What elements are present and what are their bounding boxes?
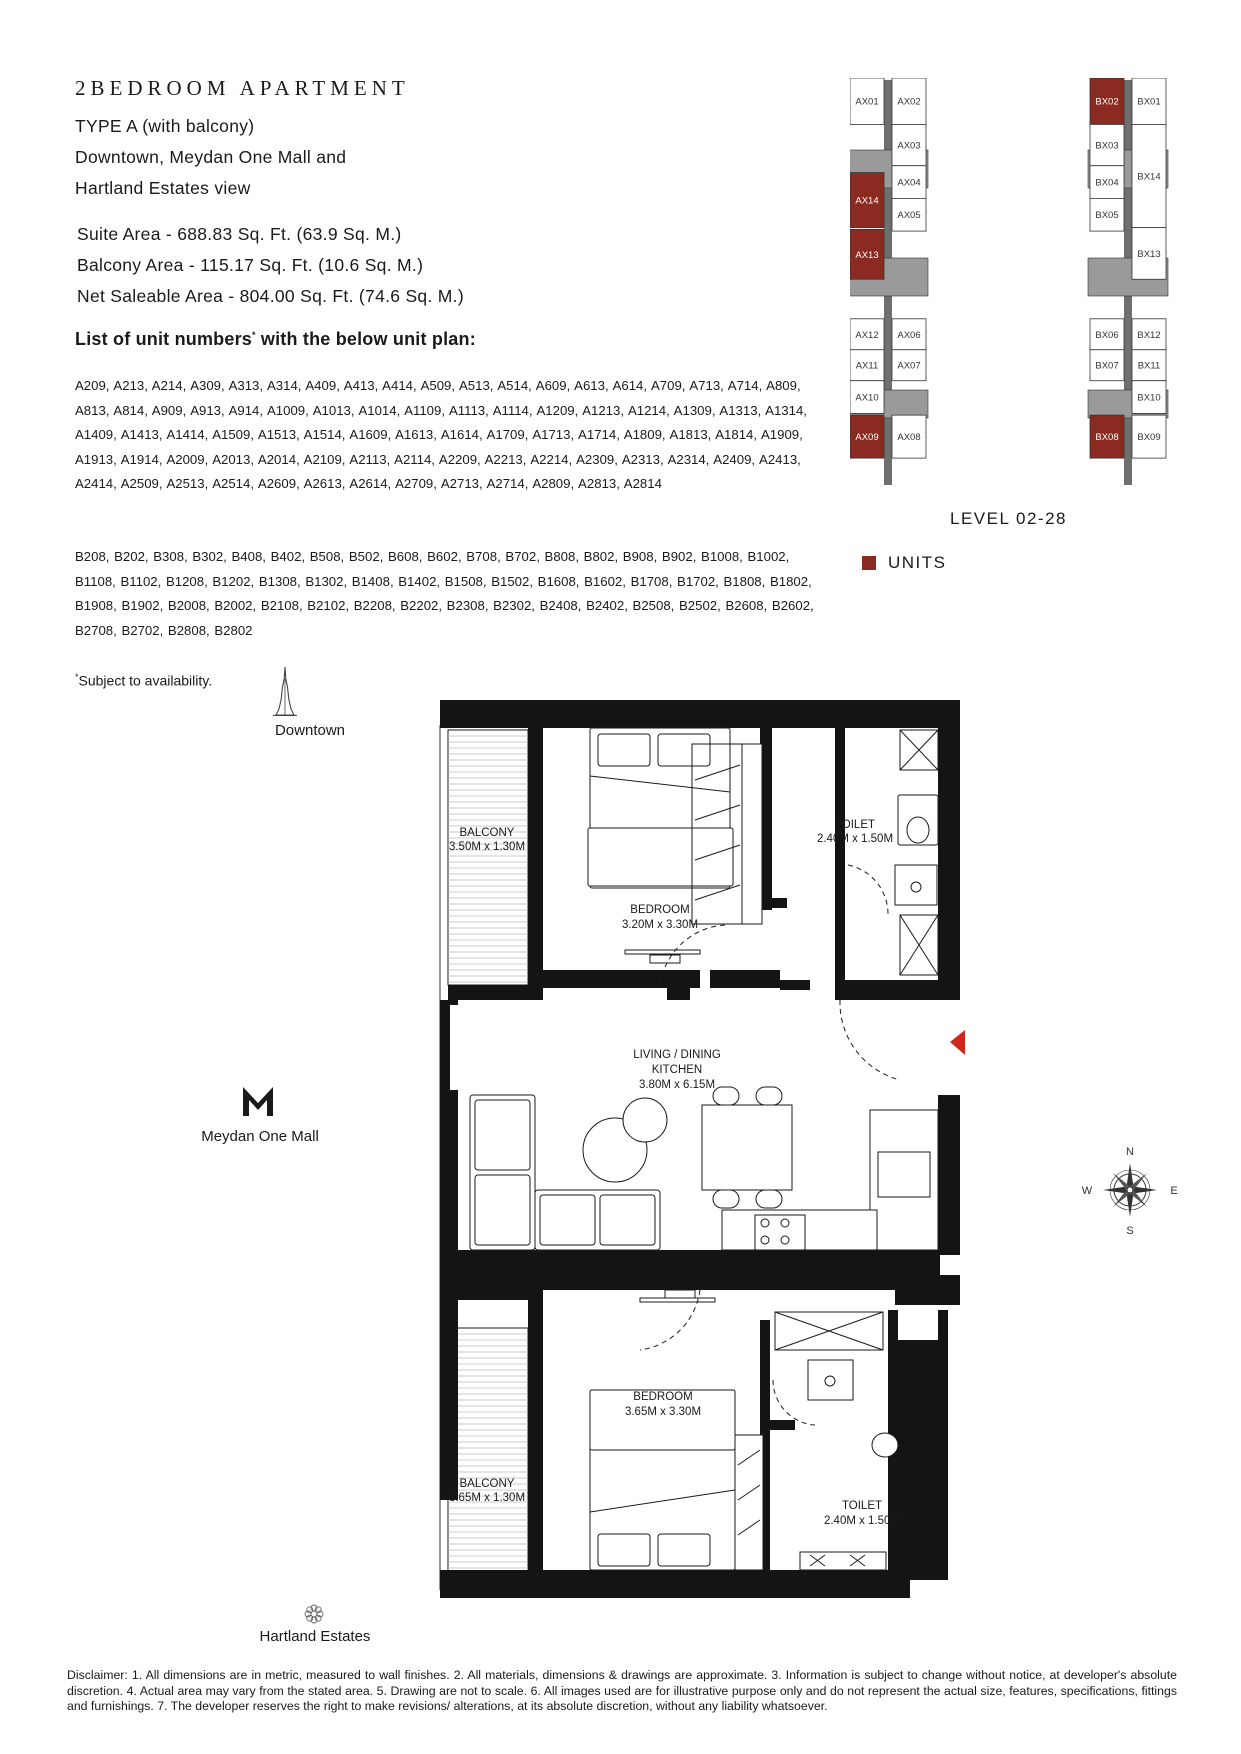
key-plan-unit-label: AX14 [855,195,879,207]
units-legend-label: UNITS [888,553,947,572]
balcony-1-dim: 3.50M x 1.30M [448,841,526,853]
key-plan-unit-label: BX14 [1137,171,1161,183]
key-plan-unit-label: AX03 [897,140,921,152]
key-plan-unit-label: BX02 [1095,96,1119,108]
key-plan-unit-label: BX09 [1137,432,1161,444]
key-plan-unit-label: BX04 [1095,177,1119,189]
hartland-flower-icon [303,1603,325,1625]
unit-type: TYPE A (with balcony) [75,116,255,136]
key-plan-unit-label: BX03 [1095,140,1119,152]
bedroom-1-label: BEDROOM [630,904,690,916]
balcony-1-area [448,730,528,985]
tower-a-key-plan [850,78,928,485]
units-legend-swatch [862,556,876,570]
page-title: 2BEDROOM APARTMENT [75,76,410,100]
key-plan-unit-label: AX06 [897,329,921,341]
toilet-2-dim: 2.40M x 1.50M [823,1515,901,1527]
bedroom-2-label: BEDROOM [633,1391,693,1403]
key-plan-unit-label: BX05 [1095,210,1119,222]
tower-b-key-plan [1088,78,1168,485]
compass-e: E [1170,1185,1178,1197]
key-plan-unit-label: AX10 [855,392,879,404]
level-label: LEVEL 02-28 [950,509,1067,528]
key-plan-unit-label: BX07 [1095,360,1119,372]
key-plan-unit-label: BX06 [1095,329,1119,341]
key-plan [850,78,1190,493]
living-label-2: KITCHEN [651,1064,703,1076]
mall-label: Meydan One Mall [201,1128,319,1145]
bedroom-2-dim: 3.65M x 3.30M [624,1406,702,1418]
meydan-logo-icon [241,1085,275,1117]
key-plan-unit-label: AX04 [897,177,921,189]
key-plan-unit-label: BX11 [1137,360,1161,372]
key-plan-unit-label: BX01 [1137,96,1161,108]
availability-note: *Subject to availability. [75,672,213,689]
key-plan-unit-label: AX07 [897,360,921,372]
key-plan-unit-label: AX05 [897,210,921,222]
compass-s: S [1126,1225,1134,1237]
bedroom-1-dim: 3.20M x 3.30M [621,919,699,931]
entrance-arrow-icon [950,1030,965,1055]
living-dim: 3.80M x 6.15M [638,1079,716,1091]
compass-n: N [1126,1146,1134,1158]
a-unit-list: A209, A213, A214, A309, A313, A314, A409, A413, A414, A509, A513, A514, A609, A613, A614, A709, A713, A714, A809, A813, A814, A909, A913, A914, A1009, A1013, A1014, A1109, A1113, A1114, A1209, A1213, A1214, A1309, A1313, A1314, A1409, A1413, A1414, A1509, A1513, A1514, A1609, A1613, A1614, A1709, A1713, A1714, A1809, A1813, A1814, A1909, A1913, A1914, A2009, A2013, A2014, A2109, A2113, A2114, A2209, A2213, A2214, A2309, A2313, A2314, A2409, A2413, A2414, A2509, A2513, A2514, A2609, A2613, A2614, A2709, A2713, A2714, A2809, A2813, A2814 [75,378,807,491]
key-plan-unit-label: AX09 [855,432,879,444]
compass-rose [1080,1140,1180,1240]
burj-khalifa-icon [270,665,300,717]
living-label-1: LIVING / DINING [633,1049,721,1061]
unit-list-heading: List of unit numbers* with the below unit plan: [75,329,476,349]
key-plan-unit-label: BX12 [1137,329,1161,341]
hartland-label: Hartland Estates [259,1628,371,1645]
toilet-2-label: TOILET [841,1500,883,1512]
key-plan-unit-label: AX12 [855,329,879,341]
b-unit-list: B208, B202, B308, B302, B408, B402, B508, B502, B608, B602, B708, B702, B808, B802, B908, B902, B1008, B1002, B1108, B1102, B1208, B1202, B1308, B1302, B1408, B1402, B1508, B1502, B1608, B1602, B1708, B1702, B1808, B1802, B1908, B1902, B2008, B2002, B2108, B2102, B2208, B2202, B2308, B2302, B2408, B2402, B2508, B2502, B2608, B2602, B2708, B2702, B2808, B2802 [75,549,814,638]
toilet-1-dim: 2.40M x 1.50M [816,833,894,845]
key-plan-unit-label: AX13 [855,249,879,261]
key-plan-unit-label: AX08 [897,432,921,444]
key-plan-unit-label: BX10 [1137,392,1161,404]
net-saleable-area: Net Saleable Area - 804.00 Sq. Ft. (74.6 Sq. M.) [77,286,464,306]
toilet-1-label: TOILET [834,819,876,831]
compass-w: W [1081,1185,1093,1197]
key-plan-unit-label: AX01 [855,96,879,108]
view-line-2: Hartland Estates view [75,178,251,198]
key-plan-unit-label: AX02 [897,96,921,108]
suite-area: Suite Area - 688.83 Sq. Ft. (63.9 Sq. M.) [77,224,402,244]
units-legend [862,553,947,573]
key-plan-unit-label: BX08 [1095,432,1119,444]
view-line-1: Downtown, Meydan One Mall and [75,147,347,167]
balcony-area: Balcony Area - 115.17 Sq. Ft. (10.6 Sq. M.) [77,255,424,275]
floor-plan [430,700,970,1630]
balcony-2-dim: 3.65M x 1.30M [448,1492,526,1504]
balcony-2-label: BALCONY [459,1478,515,1490]
key-plan-unit-label: AX11 [855,360,879,372]
disclaimer: Disclaimer: 1. All dimensions are in metric, measured to wall finishes. 2. All materials, dimensions & drawings are approximate. 3. Information is subject to change without notice, at developer's absolute discretion. 4. Actual area may vary from the stated area. 5. Drawing are not to scale. 6. All images used are for illustrative purpose only and do not represent the actual size, features, specifications, fittings and furnishings. 7. The developer reserves the right to make revisions/ alterations, at its absolute discretion, without any liability whatsoever. [67,1668,1177,1713]
balcony-1-label: BALCONY [459,827,515,839]
balcony-2-area [448,1328,528,1586]
key-plan-unit-label: BX13 [1137,248,1161,260]
downtown-label: Downtown [274,722,346,739]
